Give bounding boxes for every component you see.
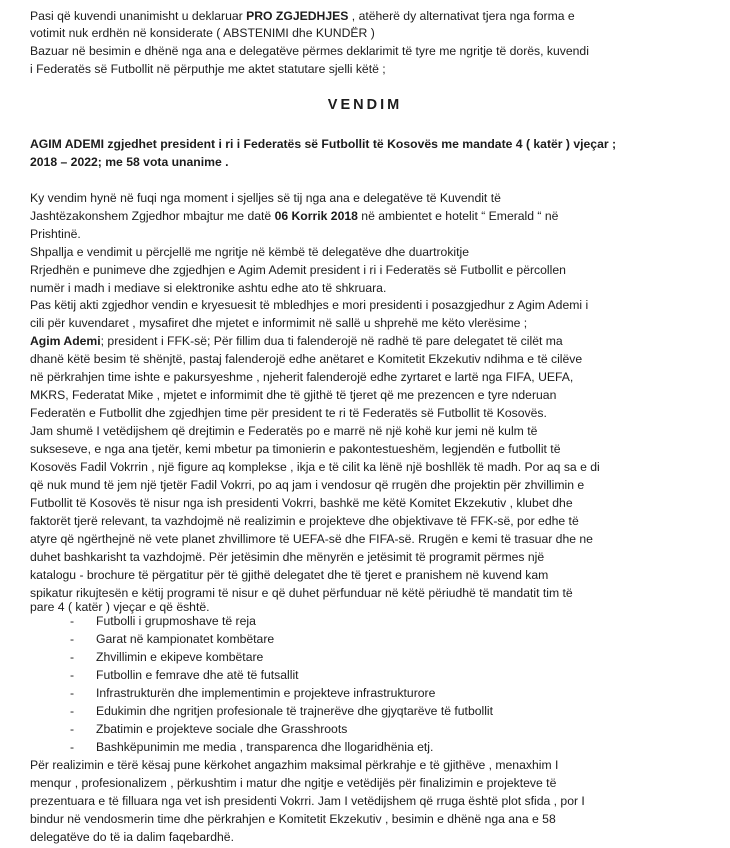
speech-line-12: atyre që ngërthejnë në vete planet zhvillimore të UEFA-së dhe FIFA-së. Rrugën e kemi të trasuar dhe ne — [30, 532, 593, 546]
intro-line-4: i Federatës së Futbollit në përputhje me aktet statutare sjelli këtë ; — [30, 62, 386, 76]
closing-line-1: Për realizimin e tërë kësaj pune kërkohet angazhim maksimal përkrahje e të gjithëve , menaxhim I — [30, 758, 559, 772]
list-item-text: Futbolli i grupmoshave të reja — [96, 614, 256, 628]
speech-line-1 — [30, 334, 563, 349]
list-item — [70, 704, 493, 719]
list-item — [70, 740, 433, 755]
speech-line-8: Kosovës Fadil Vokrrin , një figure aq komplekse , ikja e të cilit ka lënë një boshllëk të madh. Por aq sa e di — [30, 460, 600, 474]
list-item-text: Futbollin e femrave dhe atë të futsallit — [96, 668, 299, 682]
speech-line-4: MKRS, Federatat Mike , mjetet e informimit dhe të gjithë të tjeret që me prezencen e tyre nderuan — [30, 388, 557, 402]
effect-line-6: numër i madh i mediave si elektronike ashtu edhe ato të shkruara. — [30, 281, 387, 295]
intro-line-3: Bazuar në besimin e dhënë nga ana e delegatëve përmes deklarimit të tyre me ngritje të dorës, kuvendi — [30, 44, 589, 58]
list-item — [70, 632, 274, 647]
speaker-name: Agim Ademi — [30, 334, 101, 348]
list-dash: - — [70, 704, 75, 718]
effect-text: në ambientet e hotelit “ Emerald “ në — [357, 209, 559, 223]
list-item-text: Infrastrukturën dhe implementimin e projekteve infrastrukturore — [96, 686, 436, 700]
list-dash: - — [70, 668, 75, 682]
speech-line-15: spikatur rikujtesën e këtij programi të nisur e që duhet përfunduar në këtë përiudhë të mandatit tim të — [30, 586, 573, 600]
speech-line-3: në përkrahjen time ishte e pakursyeshme , njeherit falenderojë edhe zyrtaret e lartë nga FIFA, UEFA, — [30, 370, 574, 384]
list-dash: - — [70, 650, 75, 664]
intro-line-2: votimit nuk erdhën në konsiderate ( ABSTENIMI dhe KUNDËR ) — [30, 26, 375, 40]
decision-line-1: AGIM ADEMI zgjedhet president i ri i Federatës së Futbollit të Kosovës me mandate 4 ( katër ) vjeçar ; — [30, 137, 617, 151]
speech-line-2: dhanë këtë besim të shënjtë, pastaj falenderojë edhe anëtaret e Komitetit Ekzekutiv ndihma e të cilëve — [30, 352, 583, 366]
effect-line-4: Shpallja e vendimit u përcjellë me ngritje në këmbë të delegatëve dhe duartrokitje — [30, 245, 470, 259]
speech-line-5: Federatën e Futbollit dhe zgjedhjen time për president te ri të Federatës së Futbollit të Kosovës. — [30, 406, 547, 420]
list-item — [70, 650, 263, 665]
speech-line-14: katalogu - brochure të përgatitur për të gjithë delegatet dhe të tjeret e pranishem në kuvend kam — [30, 568, 549, 582]
speech-line-7: sukseseve, e nga ana tjetër, kemi mbetur pa timonierin e pakontestueshëm, legjendën e futbollit të — [30, 442, 561, 456]
closing-line-3: prezentuara e të filluara nga vet ish presidenti Vokrri. Jam I vetëdijshem që rruga është plot sfida , por I — [30, 794, 585, 808]
speech-line-9: që nuk mund të jem një tjetër Fadil Vokrri, po aq jam i vendosur që rrugën dhe projektin për zhvillimin e — [30, 478, 585, 492]
list-item — [70, 722, 347, 737]
effect-line-5: Rrjedhën e punimeve dhe zgjedhjen e Agim Ademit president i ri i Federatës së Futbollit e përcollen — [30, 263, 566, 277]
list-item — [70, 686, 435, 701]
closing-line-4: bindur në vendosmerin time dhe përkrahjen e Komitetit Ekzekutiv , besimin e dhënë nga ana e 58 — [30, 812, 556, 826]
effect-line-3: Prishtinë. — [30, 227, 81, 241]
list-item-text: Garat në kampionatet kombëtare — [96, 632, 275, 646]
decision-line-2: 2018 – 2022; me 58 vota unanime . — [30, 155, 229, 169]
speech-line-6: Jam shumë I vetëdijshem që drejtimin e Federatës po e marrë në një kohë kur jemi në kulm të — [30, 424, 538, 438]
intro-text: , atëherë dy alternativat tjera nga forma e — [348, 9, 575, 23]
speech-line-11: faktorët tjerë relevant, ta vazhdojmë në realizimin e projekteve dhe objektivave të FFK-së, por edhe të — [30, 514, 579, 528]
list-item-text: Zbatimin e projekteve sociale dhe Grasshroots — [96, 722, 348, 736]
list-dash: - — [70, 740, 75, 754]
list-dash: - — [70, 722, 75, 736]
effect-text: Jashtëzakonshem Zgjedhor mbajtur me datë — [30, 209, 275, 223]
effect-line-7: Pas këtij akti zgjedhor vendin e kryesuesit të mbledhjes e mori presidenti i posazgjedhur z Agim Ademi i — [30, 298, 589, 312]
effect-date: 06 Korrik 2018 — [274, 209, 358, 223]
list-item — [70, 668, 299, 683]
list-dash: - — [70, 614, 75, 628]
speech-line-10: Futbollit të Kosovës të nisur nga ish presidenti Vokrri, bashkë me këtë Komitet Ekzekutiv , klubet dhe — [30, 496, 573, 510]
effect-line-8: cili për kuvendaret , mysafiret dhe mjetet e informimit në sallë u shprehë me këto vlerësime ; — [30, 316, 528, 330]
speech-line-13: duhet bashkarisht ta vazhdojmë. Për jetësimin dhe mënyrën e jetësimit të programit përmes një — [30, 550, 545, 564]
closing-line-5: delegatëve do të ia dalim faqebardhë. — [30, 830, 234, 844]
list-item-text: Zhvillimin e ekipeve kombëtare — [96, 650, 264, 664]
list-dash: - — [70, 686, 75, 700]
effect-line-2 — [30, 209, 558, 224]
intro-bold-pro: PRO ZGJEDHJES — [246, 9, 349, 23]
list-dash: - — [70, 632, 75, 646]
intro-line-1 — [30, 9, 575, 24]
list-item-text: Edukimin dhe ngritjen profesionale të trajnerëve dhe gjyqtarëve të futbollit — [96, 704, 494, 718]
speech-text: ; president i FFK-së; Për fillim dua ti falenderojë në radhë të pare delegatet të cilët ma — [100, 334, 563, 348]
intro-text: Pasi që kuvendi unanimisht u deklaruar — [30, 9, 247, 23]
document-title: VENDIM — [327, 97, 403, 113]
closing-line-2: menqur , profesionalizem , përkushtim i matur dhe ngitje e vetëdijës për finalizimin e projekteve të — [30, 776, 557, 790]
effect-line-1: Ky vendim hynë në fuqi nga moment i sjelljes së tij nga ana e delegatëve të Kuvendit të — [30, 191, 501, 205]
list-item — [70, 614, 256, 629]
speech-line-16: pare 4 ( katër ) vjeçar e që është. — [30, 600, 210, 614]
list-item-text: Bashkëpunimin me media , transparenca dhe llogaridhënia etj. — [96, 740, 434, 754]
